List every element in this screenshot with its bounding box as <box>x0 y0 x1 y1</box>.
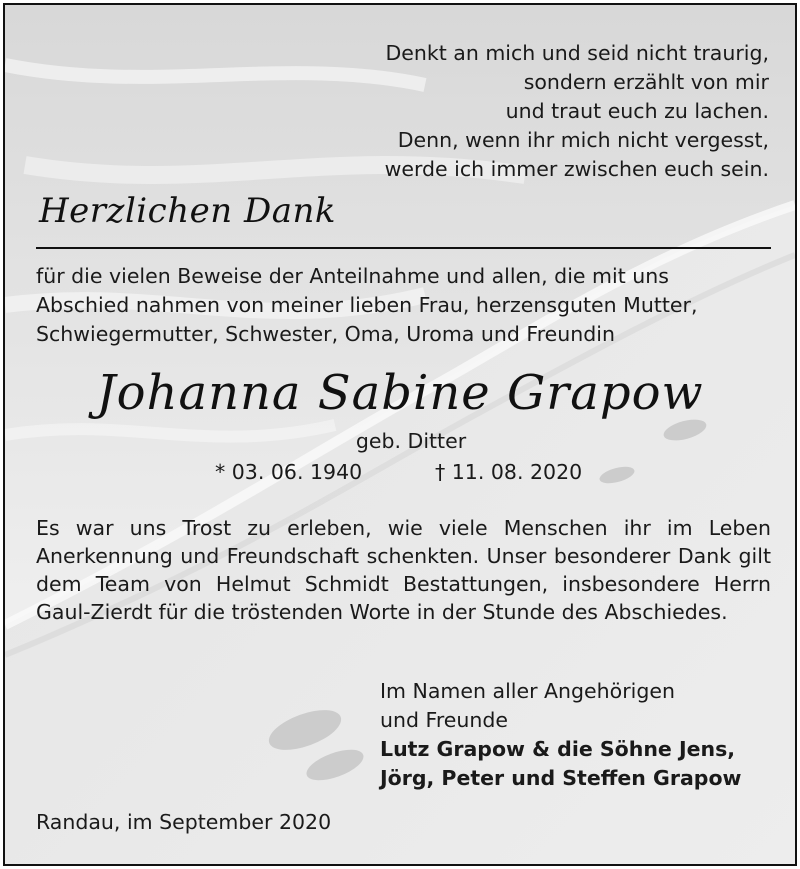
divider <box>36 247 771 249</box>
signature-names: Jörg, Peter und Steffen Grapow <box>380 766 742 790</box>
signature-block <box>380 677 741 793</box>
place-and-date: Randau, im September 2020 <box>36 810 332 834</box>
intro-line: Schwiegermutter, Schwester, Oma, Uroma und Freundin <box>36 322 615 346</box>
intro-line: Abschied nahmen von meiner lieben Frau, herzensguten Mutter, <box>36 293 698 317</box>
poem-line: Denn, wenn ihr mich nicht vergesst, <box>397 128 769 152</box>
poem-line: sondern erzählt von mir <box>523 70 769 94</box>
poem-line: und traut euch zu lachen. <box>505 99 769 123</box>
thanks-heading: Herzlichen Dank <box>39 191 336 231</box>
gratitude-paragraph: Es war uns Trost zu erleben, wie viele Menschen ihr im Leben Anerkennung und Freundschaft schenkten. Unser besonderer Dank gilt dem Team von Helmut Schmidt Bestattungen, insbesondere Herrn Gaul-Zierdt für die tröstenden Worte in der Stunde des Abschiedes. <box>36 516 771 624</box>
birth-date: * 03. 06. 1940 <box>215 460 363 484</box>
signature-line: und Freunde <box>380 708 509 732</box>
signature-names: Lutz Grapow & die Söhne Jens, <box>380 737 736 761</box>
death-date: † 11. 08. 2020 <box>435 460 583 484</box>
birth-name: geb. Ditter <box>355 429 467 453</box>
obituary-card <box>3 3 797 866</box>
poem-line: werde ich immer zwischen euch sein. <box>384 157 769 181</box>
poem-line: Denkt an mich und seid nicht traurig, <box>385 41 769 65</box>
intro-line: für die vielen Beweise der Anteilnahme und allen, die mit uns <box>36 264 669 288</box>
deceased-name: Johanna Sabine Grapow <box>96 365 704 421</box>
intro-paragraph <box>36 262 697 349</box>
signature-line: Im Namen aller Angehörigen <box>380 679 675 703</box>
poem <box>385 39 769 184</box>
